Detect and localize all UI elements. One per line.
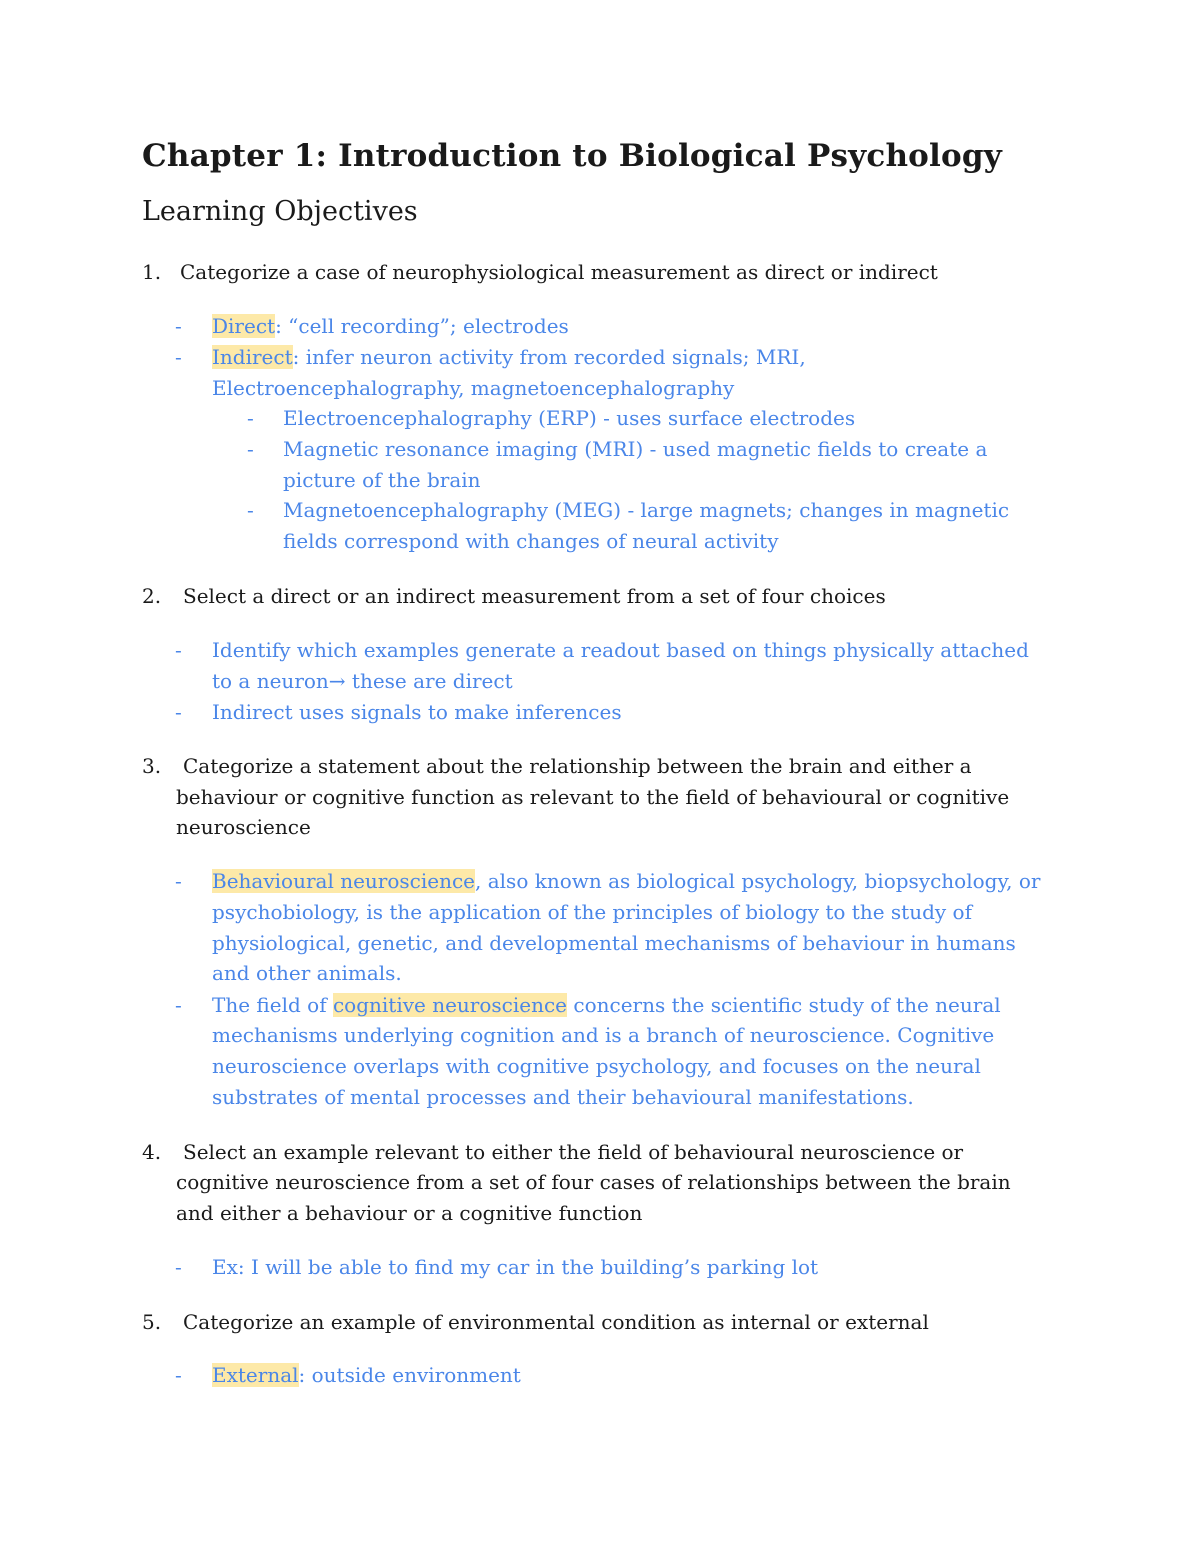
note-text: Ex: I will be able to find my car in the building’s parking lot [212, 1255, 819, 1279]
section-heading: Learning Objectives [142, 196, 418, 227]
bullet-dash: - [175, 993, 182, 1017]
bullet-dash: - [175, 345, 182, 369]
objective-text: cognitive neuroscience from a set of four cases of relationships between the brain [176, 1170, 1011, 1194]
highlighted-term: Behavioural neuroscience [212, 869, 476, 893]
bullet-dash: - [175, 314, 182, 338]
bullet-dash: - [175, 638, 182, 662]
note-text: physiological, genetic, and developmental mechanisms of behaviour in humans [212, 931, 1016, 955]
objective-text: Categorize a case of neurophysiological measurement as direct or indirect [180, 260, 938, 284]
note-text: neuroscience overlaps with cognitive psychology, and focuses on the neural [212, 1054, 981, 1078]
objective-text: neuroscience [176, 815, 311, 839]
bullet-dash: - [175, 1363, 182, 1387]
highlighted-term: cognitive neuroscience [332, 993, 568, 1017]
note-text: Indirect uses signals to make inferences [212, 700, 622, 724]
objective-number: 4. [142, 1140, 162, 1164]
highlighted-term: External [212, 1363, 299, 1387]
bullet-dash: - [175, 1255, 182, 1279]
bullet-dash: - [175, 700, 182, 724]
bullet-dash: - [247, 406, 254, 430]
note-text: The field of [212, 993, 333, 1017]
note-text: Magnetic resonance imaging (MRI) - used magnetic fields to create a [283, 437, 988, 461]
highlighted-term: Direct [212, 314, 276, 338]
bullet-dash: - [247, 437, 254, 461]
objective-number: 3. [142, 754, 162, 778]
objective-text: behaviour or cognitive function as relevant to the field of behavioural or cognitive [176, 785, 1010, 809]
bullet-dash: - [175, 869, 182, 893]
note-text: Electroencephalography, magnetoencephalography [212, 376, 735, 400]
bullet-dash: - [247, 498, 254, 522]
objective-number: 2. [142, 584, 162, 608]
note-text: substrates of mental processes and their behavioural manifestations. [212, 1085, 914, 1109]
objective-text: and either a behaviour or a cognitive function [176, 1201, 643, 1225]
note-text: fields correspond with changes of neural activity [283, 529, 779, 553]
note-text: mechanisms underlying cognition and is a branch of neuroscience. Cognitive [212, 1023, 995, 1047]
objective-text: Select a direct or an indirect measurement from a set of four choices [183, 584, 886, 608]
note-text: psychobiology, is the application of the principles of biology to the study of [212, 900, 972, 924]
note-text: and other animals. [212, 961, 402, 985]
note-text: Magnetoencephalography (MEG) - large magnets; changes in magnetic [283, 498, 1010, 522]
objective-text: Categorize a statement about the relationship between the brain and either a [183, 754, 972, 778]
objective-number: 1. [142, 260, 162, 284]
note-text: Identify which examples generate a readout based on things physically attached [212, 638, 1029, 662]
note-text: to a neuron→ these are direct [212, 669, 513, 693]
note-text: : “cell recording”; electrodes [275, 314, 569, 338]
highlighted-term: Indirect [212, 345, 293, 369]
note-text: concerns the scientific study of the neural [567, 993, 1001, 1017]
note-text: picture of the brain [283, 468, 481, 492]
note-text: : infer neuron activity from recorded signals; MRI, [292, 345, 806, 369]
chapter-title: Chapter 1: Introduction to Biological Psychology [142, 138, 1002, 174]
note-text: : outside environment [298, 1363, 521, 1387]
note-text: Electroencephalography (ERP) - uses surface electrodes [283, 406, 856, 430]
objective-number: 5. [142, 1310, 162, 1334]
objective-text: Categorize an example of environmental condition as internal or external [183, 1310, 929, 1334]
objective-text: Select an example relevant to either the field of behavioural neuroscience or [183, 1140, 964, 1164]
note-text: , also known as biological psychology, biopsychology, or [475, 869, 1041, 893]
